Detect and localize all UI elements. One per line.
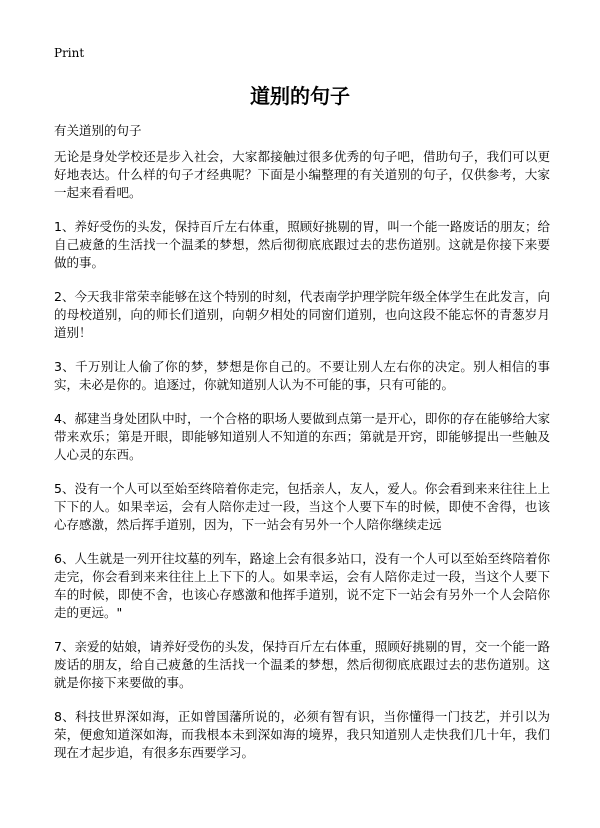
sentence-paragraph-8: 8、科技世界深如海，正如曾国藩所说的，必须有智有识，当你懂得一门技艺，并引以为荣，便愈知道深如海，而我根本未到深如海的境界，我只知道别人走快我们几十年，我们现在才起步追，有很多东西要学习。 <box>54 709 550 760</box>
sentence-paragraph-2: 2、今天我非常荣幸能够在这个特别的时刻，代表南学护理学院年级全体学生在此发言，向的母校道别，向的师长们道别，向朝夕相处的同窗们道别，也向这段不能忘怀的青葱岁月道别！ <box>54 289 550 340</box>
article-body <box>54 148 550 778</box>
sentence-paragraph-4: 4、郝建当身处团队中时，一个合格的职场人要做到点第一是开心，即你的存在能够给大家带来欢乐；第是开眼，即能够知道别人不知道的东西；第就是开窍，即能够提出一些触及人心灵的东西。 <box>54 411 550 462</box>
page-title: 道别的句子 <box>250 84 350 108</box>
sentence-paragraph-1: 1、养好受伤的头发，保持百斤左右体重，照顾好挑剔的胃，叫一个能一路废话的朋友；给自己疲惫的生活找一个温柔的梦想，然后彻彻底底跟过去的悲伤道别。这就是你接下来要做的事。 <box>54 219 550 270</box>
sentence-paragraph-6: 6、人生就是一列开往坟墓的列车，路途上会有很多站口，没有一个人可以至始至终陪着你走完，你会看到来来往往上上下下的人。如果幸运，会有人陪你走过一段，当这个人要下车的时候，即使不舍，也该心存感激和他挥手道别，说不定下一站会有另外一个人会陪你走的更远。" <box>54 551 550 620</box>
sentence-paragraph-7: 7、亲爱的姑娘，请养好受伤的头发，保持百斤左右体重，照顾好挑剔的胃，交一个能一路废话的朋友，给自己疲惫的生活找一个温柔的梦想，然后彻彻底底跟过去的悲伤道别。这就是你接下来要做的事。 <box>54 639 550 690</box>
print-link[interactable]: Print <box>54 46 85 60</box>
sentence-paragraph-5: 5、没有一个人可以至始至终陪着你走完，包括亲人，友人，爱人。你会看到来来往往上上下下的人。如果幸运，会有人陪你走过一段，当这个人要下车的时候，即使不舍得，也该心存感激，然后挥手道别，因为，下一站会有另外一个人陪你继续走远 <box>54 481 550 532</box>
intro-paragraph: 无论是身处学校还是步入社会，大家都接触过很多优秀的句子吧，借助句子，我们可以更好地表达。什么样的句子才经典呢？下面是小编整理的有关道别的句子，仅供参考，大家一起来看看吧。 <box>54 149 550 200</box>
sentence-paragraph-3: 3、千万别让人偷了你的梦，梦想是你自己的。不要让别人左右你的决定。别人相信的事实，未必是你的。追逐过，你就知道别人认为不可能的事，只有可能的。 <box>54 359 550 392</box>
page-subtitle: 有关道别的句子 <box>54 123 142 138</box>
